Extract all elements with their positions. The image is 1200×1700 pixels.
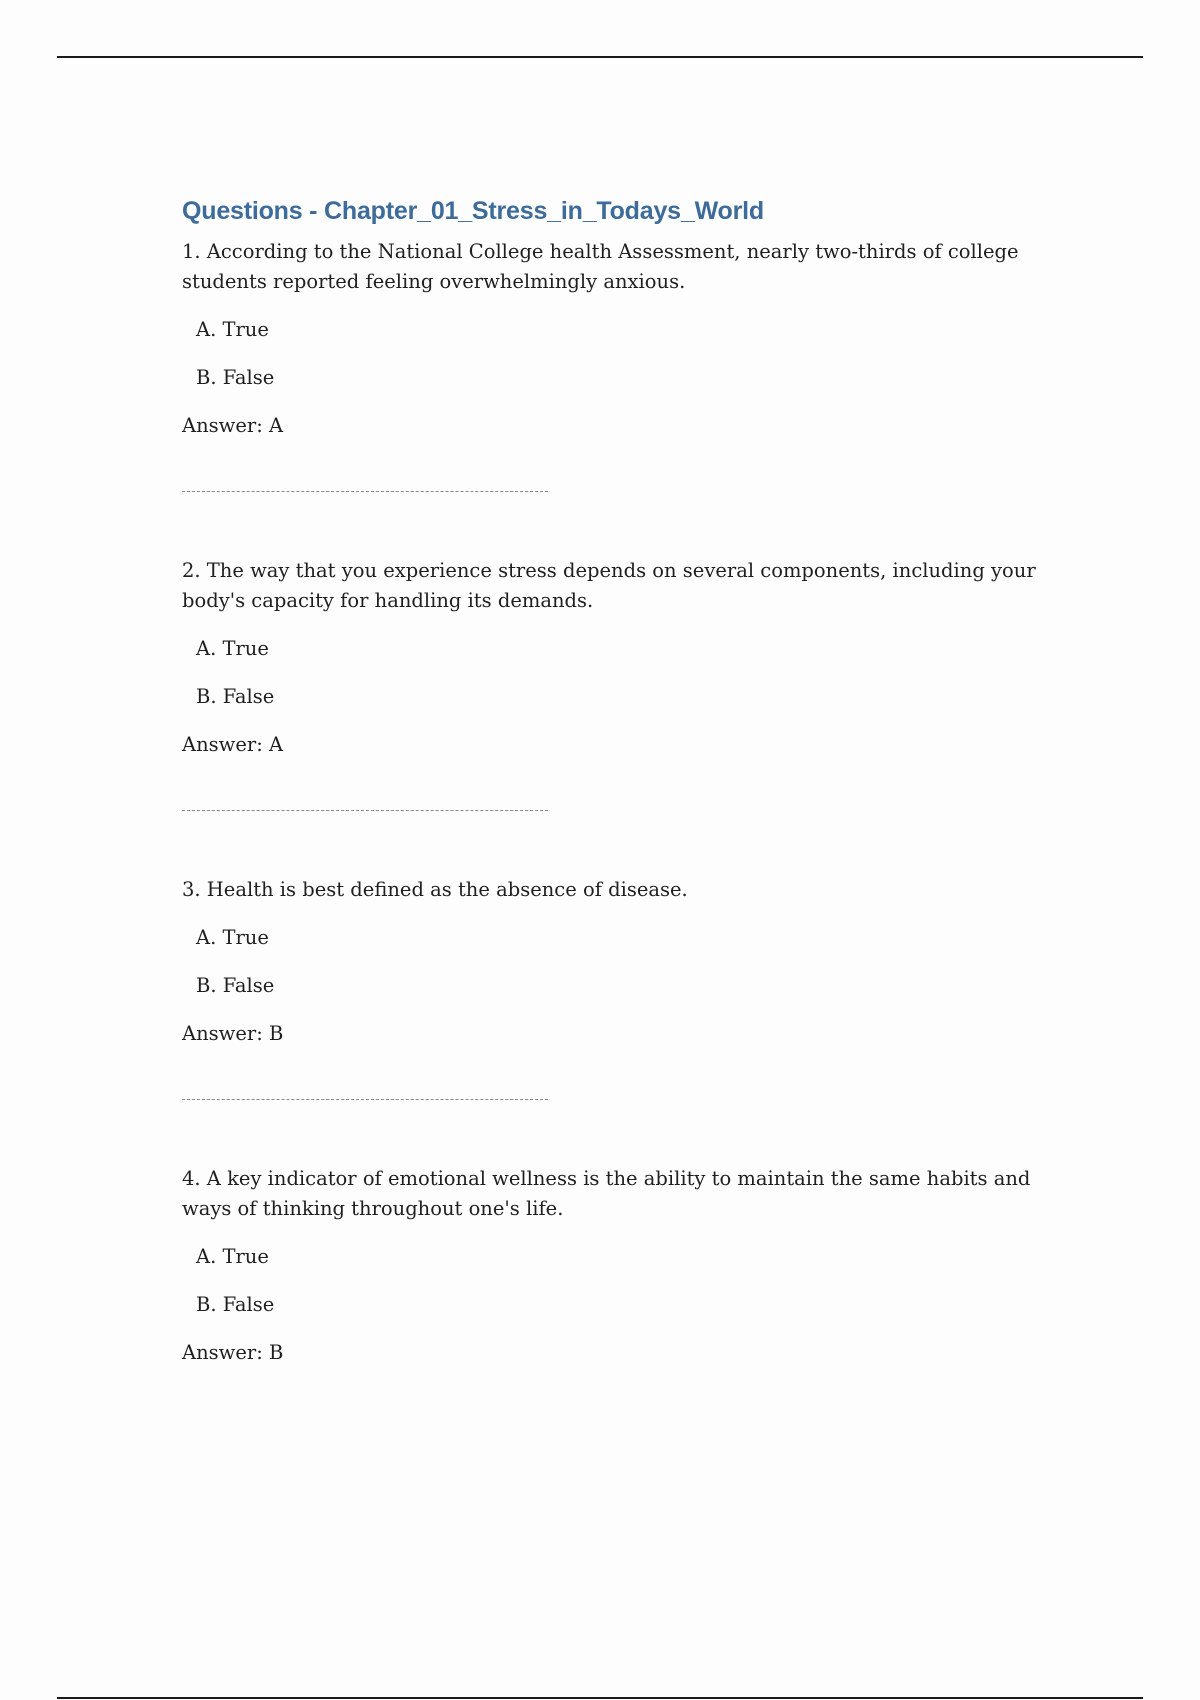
document-title: Questions - Chapter_01_Stress_in_Todays_World [182,197,764,225]
document-body [182,193,1062,1368]
question-text: 1. According to the National College health Assessment, nearly two-thirds of college students reported feeling overwhelmingly anxious. [182,240,1019,293]
question-separator [182,810,548,811]
answer-line: Answer: A [182,414,284,437]
option-b: B. False [196,974,275,997]
option-b: B. False [196,366,275,389]
question-block-3 [182,875,1062,1100]
question-separator [182,491,548,492]
option-a: A. True [196,318,269,341]
question-text: 4. A key indicator of emotional wellness is the ability to maintain the same habits and ways of thinking throughout one's life. [182,1167,1031,1220]
question-text: 3. Health is best defined as the absence of disease. [182,878,688,901]
question-text: 2. The way that you experience stress depends on several components, including your body's capacity for handling its demands. [182,559,1036,612]
header-rule [57,56,1143,58]
footer-rule [57,1697,1143,1699]
option-b: B. False [196,1293,275,1316]
question-block-4 [182,1164,1062,1368]
question-block-2 [182,556,1062,811]
option-a: A. True [196,637,269,660]
answer-line: Answer: B [182,1022,284,1045]
option-a: A. True [196,1245,269,1268]
option-b: B. False [196,685,275,708]
option-a: A. True [196,926,269,949]
question-block-1 [182,237,1062,492]
answer-line: Answer: A [182,733,284,756]
answer-line: Answer: B [182,1341,284,1364]
question-separator [182,1099,548,1100]
